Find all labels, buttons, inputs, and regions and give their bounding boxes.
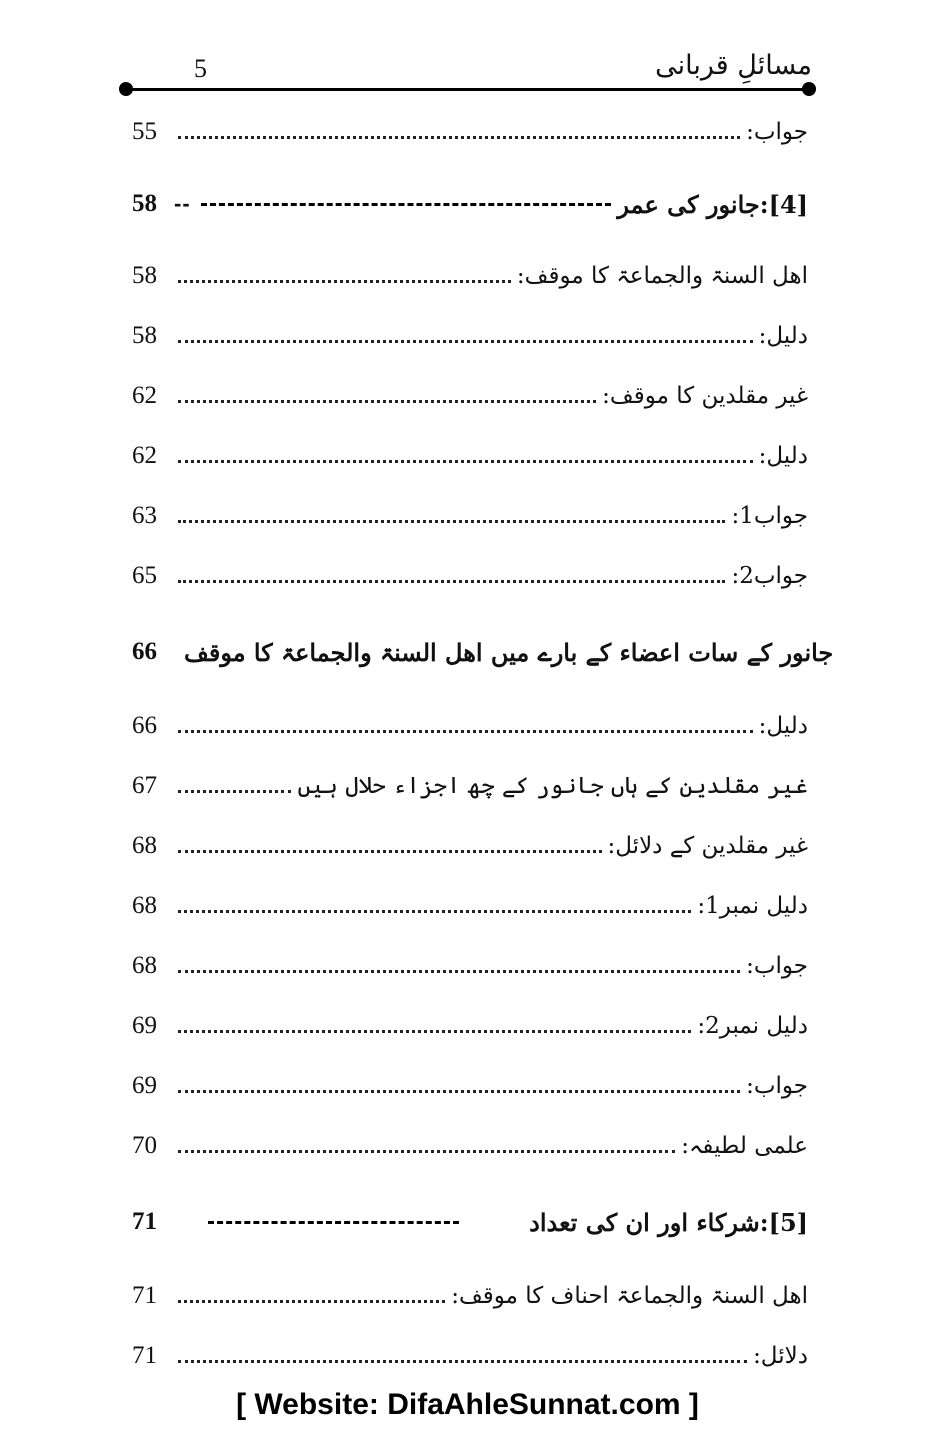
toc-label: جواب: (746, 119, 808, 145)
toc-page-number: 70 (132, 1132, 157, 1159)
toc-label: دلیل: (758, 323, 808, 349)
toc-label: اھل السنۃ والجماعۃ احناف کا موقف: (451, 1283, 808, 1309)
toc-entry (132, 884, 808, 928)
toc-heading (132, 1200, 808, 1244)
toc-page-number: 69 (132, 1072, 157, 1099)
toc-page-number: 68 (132, 892, 157, 919)
toc-label: جواب1: (731, 503, 808, 529)
toc-label: جواب: (746, 1073, 808, 1099)
dot-leader (178, 730, 753, 733)
toc-entry (132, 494, 808, 538)
dot-leader (178, 136, 740, 139)
toc-label: دلیل نمبر1: (697, 893, 808, 919)
toc-entry (132, 314, 808, 358)
toc-label: غیر مقلدین کے دلائل: (607, 833, 808, 859)
toc-entry (132, 554, 808, 598)
toc-page-number: 69 (132, 1012, 157, 1039)
toc-page-number: 62 (132, 382, 157, 409)
toc-page-number: 58 (132, 190, 157, 217)
dot-leader (178, 1030, 691, 1033)
dot-leader (178, 910, 691, 913)
dot-leader (178, 520, 725, 523)
toc-page-number: 62 (132, 442, 157, 469)
toc-heading-label: [5]:شرکاء اور ان کی تعداد (529, 1207, 808, 1237)
toc-page-number: 71 (132, 1208, 157, 1235)
page-header (122, 48, 812, 88)
toc-entry (132, 1334, 808, 1378)
dot-leader (178, 1090, 740, 1093)
toc-label: غیر مقلدین کے ہاں جانور کے چھ اجزاء حلال ہیں (297, 773, 808, 799)
toc-page-number: 71 (132, 1342, 157, 1369)
rule-end-dot-right (802, 82, 816, 96)
dot-leader (178, 1360, 747, 1363)
toc-label: اھل السنۃ والجماعۃ کا موقف: (516, 263, 808, 289)
toc-entry (132, 110, 808, 154)
toc-entry (132, 434, 808, 478)
toc-label: علمی لطیفہ: (681, 1133, 808, 1159)
dash-leader (208, 1221, 459, 1224)
toc-page-number: 66 (132, 638, 157, 665)
toc-entry (132, 1004, 808, 1048)
toc-label: دلیل: (758, 443, 808, 469)
toc-page-number: 58 (132, 262, 157, 289)
rule-end-dot-left (119, 82, 133, 96)
dash-tail: -- (174, 191, 191, 216)
toc-entry (132, 254, 808, 298)
toc-entry (132, 1274, 808, 1318)
toc-heading-label: [4]:جانور کی عمر (617, 189, 808, 219)
dot-leader (178, 460, 753, 463)
dot-leader (178, 970, 740, 973)
toc-page-number: 65 (132, 562, 157, 589)
toc-page-number: 71 (132, 1282, 157, 1309)
toc-page-number: 67 (132, 772, 157, 799)
toc-entry (132, 824, 808, 868)
toc-page-number: 63 (132, 502, 157, 529)
dot-leader (178, 1150, 675, 1153)
dot-leader (178, 790, 291, 793)
page-number: 5 (194, 54, 207, 83)
dash-leader (201, 203, 612, 206)
toc-heading (132, 182, 808, 226)
toc-entry (132, 1064, 808, 1108)
dot-leader (178, 850, 602, 853)
toc-label: دلائل: (753, 1343, 808, 1369)
toc-entry (132, 944, 808, 988)
toc-heading-label: جانور کے سات اعضاء کے بارے میں اھل السنۃ والجماعۃ کا موقف (184, 637, 834, 667)
toc-page-number: 58 (132, 322, 157, 349)
toc-label: جواب: (746, 953, 808, 979)
website-footer: [ Website: DifaAhleSunnat.com ] (236, 1388, 699, 1421)
toc-page-number: 68 (132, 832, 157, 859)
header-rule (124, 88, 810, 91)
toc-entry (132, 374, 808, 418)
toc-page-number: 68 (132, 952, 157, 979)
toc-heading (132, 630, 834, 674)
dot-leader (178, 340, 753, 343)
toc-page-number: 66 (132, 712, 157, 739)
dot-leader (178, 280, 511, 283)
book-title: مسائلِ قربانی (655, 50, 812, 81)
toc-entry (132, 1124, 808, 1168)
dot-leader (178, 580, 725, 583)
toc-label: جواب2: (731, 563, 808, 589)
toc-label: دلیل: (758, 713, 808, 739)
toc-entry (132, 704, 808, 748)
toc-entry (132, 764, 808, 808)
toc-label: دلیل نمبر2: (697, 1013, 808, 1039)
dot-leader (178, 1300, 445, 1303)
toc-label: غیر مقلدین کا موقف: (602, 383, 808, 409)
toc-page-number: 55 (132, 118, 157, 145)
dot-leader (178, 400, 596, 403)
